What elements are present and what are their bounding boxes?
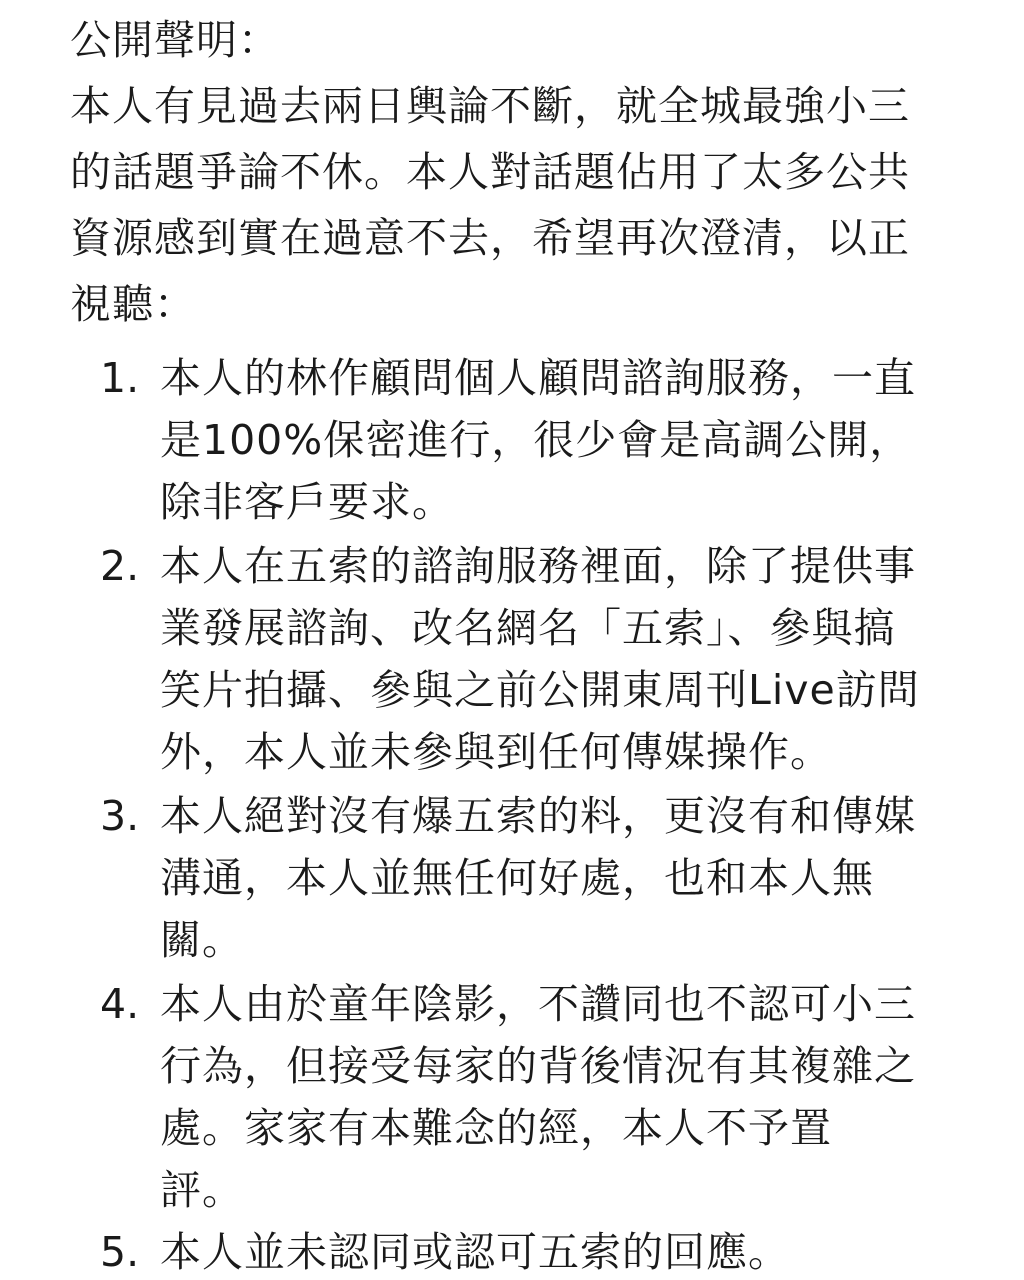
list-item-number: 1.	[100, 354, 140, 402]
list-item-line: 本人在五索的諮詢服務裡面，除了提供事	[160, 542, 916, 590]
list-item-line: 關。	[160, 916, 244, 964]
intro-line: 資源感到實在過意不去，希望再次澄清，以正	[70, 214, 910, 262]
list-item-line: 行為，但接受每家的背後情況有其複雜之	[160, 1042, 916, 1090]
intro-line: 視聽：	[70, 280, 196, 328]
list-item-line: 溝通，本人並無任何好處，也和本人無	[160, 854, 874, 902]
intro-line: 的話題爭論不休。本人對話題佔用了太多公共	[70, 148, 910, 196]
list-item-line: 業發展諮詢、改名網名「五索」、參與搞	[160, 604, 896, 652]
list-item-line: 笑片拍攝、參與之前公開東周刊Live訪問	[160, 666, 920, 714]
list-item-line: 評。	[160, 1166, 244, 1214]
list-item-line: 本人並未認同或認可五索的回應。	[160, 1228, 790, 1276]
list-item-number: 3.	[100, 792, 140, 840]
list-item-number: 5.	[100, 1228, 140, 1276]
list-item-line: 本人的林作顧問個人顧問諮詢服務，一直	[160, 354, 916, 402]
list-item-line: 本人由於童年陰影，不讚同也不認可小三	[160, 980, 916, 1028]
list-item-number: 2.	[100, 542, 140, 590]
list-item-number: 4.	[100, 980, 140, 1028]
list-item-line: 處。家家有本難念的經，本人不予置	[160, 1104, 832, 1152]
intro-line: 本人有見過去兩日輿論不斷，就全城最強小三	[70, 82, 910, 130]
list-item-line: 是100%保密進行，很少會是高調公開，	[160, 416, 912, 464]
list-item-line: 本人絕對沒有爆五索的料，更沒有和傳媒	[160, 792, 916, 840]
statement-title: 公開聲明：	[70, 16, 280, 64]
list-item-line: 除非客戶要求。	[160, 478, 454, 526]
list-item-line: 外，本人並未參與到任何傳媒操作。	[160, 728, 832, 776]
